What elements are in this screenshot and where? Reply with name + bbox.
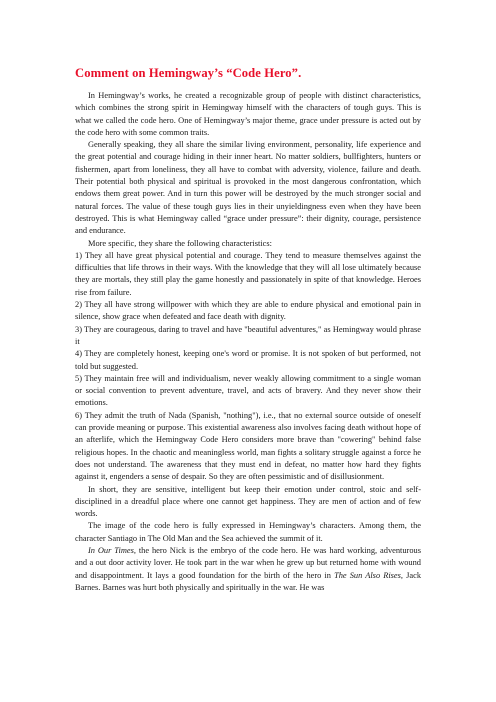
list-item-1: 1) They all have great physical potential and courage. They tend to measure themselves against the difficulties that life throws in their ways. With the knowledge that they will all lose ultimately because they are mortals, they still play the game honestly and passionately in spite of that knowledge. Heroes rise from failure. bbox=[75, 250, 421, 297]
paragraph-nick-text: , the hero Nick is the embryo of the code hero. He was hard working, adventurous and a out door activity lover. He took part in the war when he grew up but returned home with wound and disappointment. It lays a good foundation for the birth of the hero in bbox=[75, 545, 421, 580]
book-title-in-our-times: In Our Times bbox=[88, 545, 134, 555]
paragraph-summary: In short, they are sensitive, intelligent but keep their emotion under control, stoic and self-disciplined in a dreadful place where one cannot get happiness. They are men of action and of few words. bbox=[75, 484, 421, 519]
paragraph-nick bbox=[75, 545, 421, 594]
list-item-2: 2) They all have strong willpower with which they are able to endure physical and emotional pain in silence, show grace when defeated and face death with dignity. bbox=[75, 300, 421, 322]
list-item-5: 5) They maintain free will and individualism, never weakly allowing commitment to a single woman or social convention to prevent adventure, travel, and acts of bravery. And they never show their emotions. bbox=[75, 373, 421, 408]
paragraph-image: The image of the code hero is fully expressed in Hemingway’s characters. Among them, the character Santiago in The Old Man and the Sea achieved the summit of it. bbox=[75, 521, 421, 543]
list-item-3: 3) They are courageous, daring to travel and have "beautiful adventures," as Hemingway would phrase it bbox=[75, 324, 421, 346]
paragraph-general: Generally speaking, they all share the similar living environment, personality, life experience and the great potential and courage hiding in their inner heart. No matter soldiers, bullfighters, hunters or fishermen, apart from loneliness, they all have to combat with adversity, violence, failure and death. Their potential both physical and spiritual is provoked in the most dangerous confrontation, which endows them great power. And in turn this power will be destroyed by the much stronger social and natural forces. The value of these tough guys lies in their unyieldingness even when they have been destroyed. This is what Hemingway called “grace under pressure”: their dignity, courage, persistence and endurance. bbox=[75, 140, 421, 236]
list-item-4: 4) They are completely honest, keeping one's word or promise. It is not spoken of but performed, not told but suggested. bbox=[75, 349, 421, 371]
paragraph-specific: More specific, they share the following characteristics: bbox=[88, 238, 272, 248]
paragraph-barnes-text: , Jack Barnes. Barnes was hurt both physically and spiritually in the war. He was bbox=[75, 570, 422, 592]
document-title: Comment on Hemingway’s “Code Hero”. bbox=[75, 66, 302, 80]
book-title-sun-also-rises: The Sun Also Rises bbox=[334, 570, 401, 580]
list-item-6: 6) They admit the truth of Nada (Spanish, "nothing"), i.e., that no external source outside of oneself can provide meaning or purpose. This existential awareness also involves facing death without hope of an afterlife, which the Hemingway Code Hero considers more brave than "cowering" behind false religious hopes. In the chaotic and meaningless world, man fights a solitary struggle against a force he does not understand. The awareness that they must end in defeat, no matter how hard they fights against it, engenders a sense of despair. So they are often pessimistic and of disillusionment. bbox=[75, 410, 421, 482]
paragraph-intro: In Hemingway’s works, he created a recognizable group of people with distinct characteristics, which combines the strong spirit in Hemingway himself with the characters of tough guys. This is what we called the code hero. One of Hemingway’s major theme, grace under pressure is acted out by the code hero with some common traits. bbox=[75, 91, 421, 137]
